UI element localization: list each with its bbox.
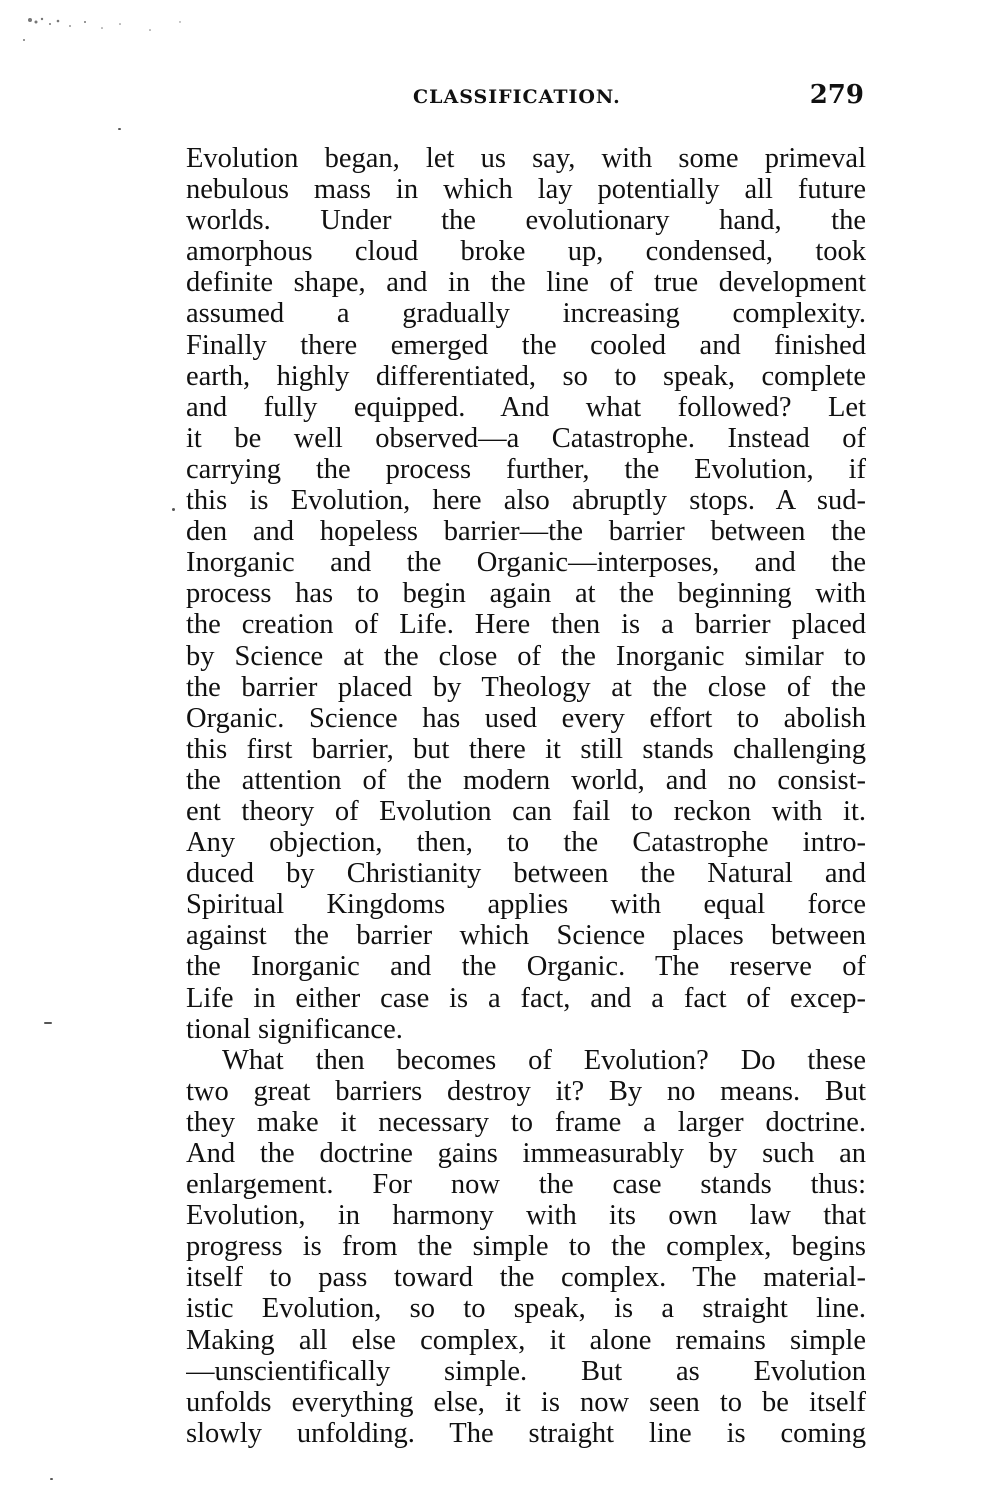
text-line: duced by Christianity between the Natural and [186,858,866,890]
text-line: Evolution began, let us say, with some primeval [186,143,866,174]
text-line: and fully equipped. And what followed? Let [186,391,866,423]
text-line: assumed a gradually increasing complexity. [186,298,866,330]
text-line: two great barriers destroy it? By no means. But [186,1075,866,1107]
text-line: definite shape, and in the line of true development [186,267,866,299]
text-line: Making all else complex, it alone remains simple [186,1324,866,1356]
text-line: the barrier placed by Theology at the close of the [186,671,866,703]
running-head [186,80,866,112]
body-text [186,143,866,1449]
scan-smudge-mark [10,10,200,50]
text-line: Evolution, in harmony with its own law that [186,1200,866,1232]
text-line: enlargement. For now the case stands thus: [186,1169,866,1201]
text-line: nebulous mass in which lay potentially all future [186,174,866,206]
paragraph-start-line: What then becomes of Evolution? Do these [222,1044,866,1076]
text-line: the creation of Life. Here then is a barrier placed [186,609,866,641]
text-line: Spiritual Kingdoms applies with equal force [186,889,866,921]
text-line: slowly unfolding. The straight line is coming [186,1417,866,1449]
text-line: this first barrier, but there it still stands challenging [186,733,866,765]
text-line: this is Evolution, here also abruptly stops. A sud- [186,485,866,517]
text-line: ent theory of Evolution can fail to reckon with it. [186,795,866,827]
text-line: progress is from the simple to the complex, begins [186,1231,866,1263]
text-line: And the doctrine gains immeasurably by such an [186,1138,866,1169]
margin-speck [172,508,175,511]
text-line: the Inorganic and the Organic. The reserve of [186,951,866,983]
text-line: earth, highly differentiated, so to speak, complete [186,360,866,392]
text-line: Inorganic and the Organic—interposes, and the [186,547,866,579]
text-line: istic Evolution, so to speak, is a straight line. [186,1293,866,1325]
paragraph-end-line: tional significance. [186,1013,403,1045]
margin-speck [50,1478,53,1480]
text-line: Finally there emerged the cooled and finished [186,329,866,361]
margin-speck [118,128,121,130]
text-line: against the barrier which Science places between [186,920,866,952]
text-line: amorphous cloud broke up, condensed, took [186,236,866,268]
text-line: the attention of the modern world, and no consist- [186,764,866,796]
text-line: they make it necessary to frame a larger doctrine. [186,1106,866,1138]
text-line: itself to pass toward the complex. The material- [186,1262,866,1294]
text-line: den and hopeless barrier—the barrier between the [186,516,866,548]
text-line: by Science at the close of the Inorganic similar to [186,640,866,672]
text-line: —unscientifically simple. But as Evolution [186,1355,866,1387]
text-line: process has to begin again at the beginning with [186,578,866,610]
text-line: carrying the process further, the Evolution, if [186,453,866,485]
text-line: Organic. Science has used every effort to abolish [186,702,866,734]
text-line: unfolds everything else, it is now seen to be itself [186,1386,866,1418]
text-line: it be well observed—a Catastrophe. Instead of [186,422,866,454]
page-number: 279 [809,80,864,110]
margin-speck [44,1022,52,1024]
text-line: Life in either case is a fact, and a fact of excep- [186,982,866,1014]
running-title: CLASSIFICATION. [413,86,621,108]
text-line: worlds. Under the evolutionary hand, the [186,205,866,237]
text-line: Any objection, then, to the Catastrophe intro- [186,827,866,859]
